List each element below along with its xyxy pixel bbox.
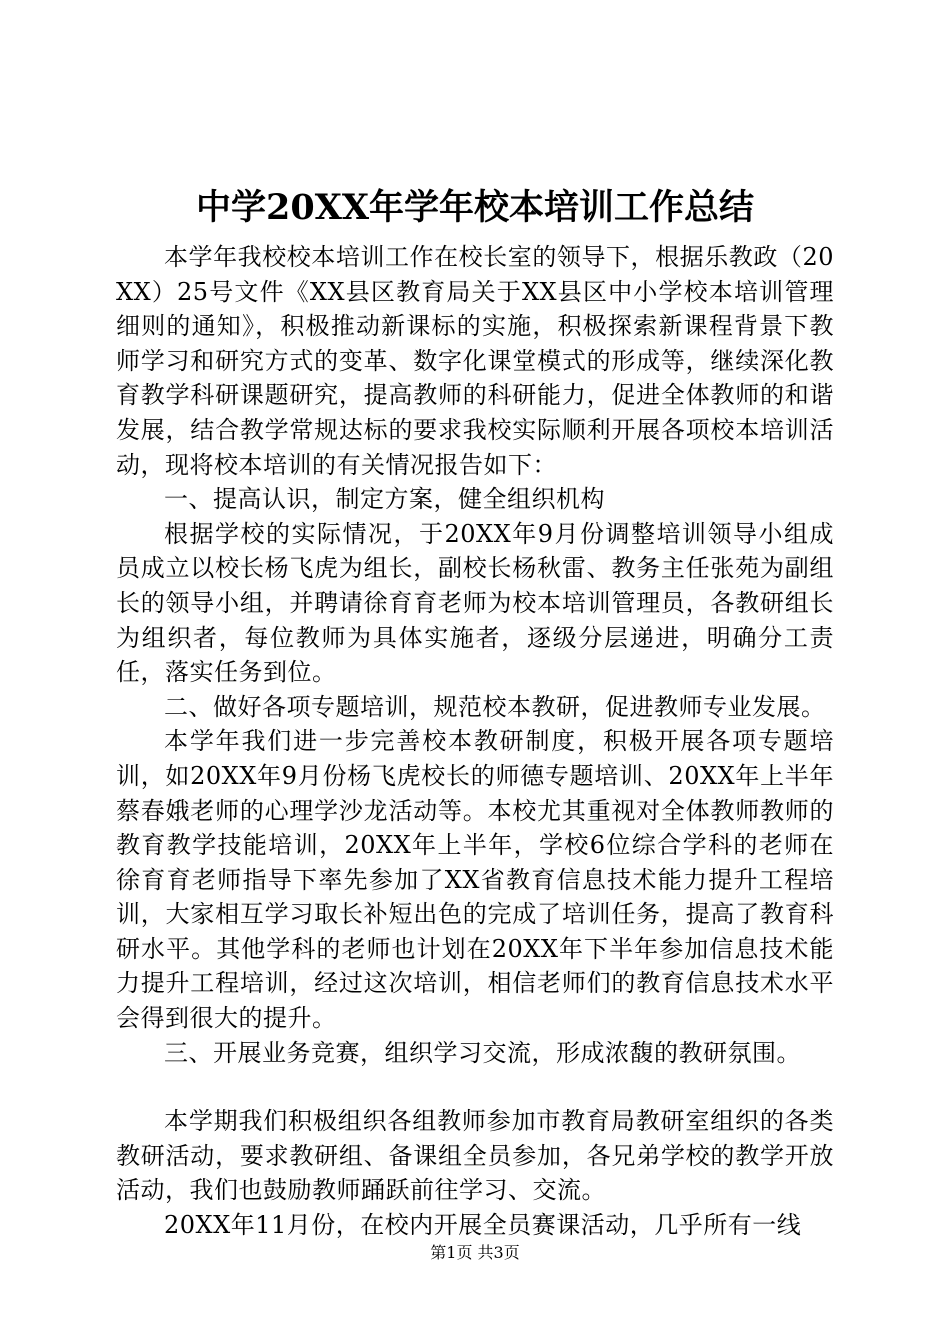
section-2-paragraph: 本学年我们进一步完善校本教研制度，积极开展各项专题培训，如20XX年9月份杨飞虎校长的师德专题培训、20XX年上半年蔡春娥老师的心理学沙龙活动等。本校尤其重视对全体教师教师的教育教学技能培训，20XX年上半年，学校6位综合学科的老师在徐育育老师指导下率先参加了XX省教育信息技术能力提升工程培训，大家相互学习取长补短出色的完成了培训任务，提高了教育科研水平。其他学科的老师也计划在20XX年下半年参加信息技术能力提升工程培训，经过这次培训，相信老师们的教育信息技术水平会得到很大的提升。 — [116, 727, 834, 1033]
intro-paragraph: 本学年我校校本培训工作在校长室的领导下，根据乐教政（20XX）25号文件《XX县区教育局关于XX县区中小学校本培训管理细则的通知》，积极推动新课标的实施，积极探索新课程背景下教师学习和研究方式的变革、数字化课堂模式的形成等，继续深化教育教学科研课题研究，提高教师的科研能力，促进全体教师的和谐发展，结合教学常规达标的要求我校实际顺利开展各项校本培训活动，现将校本培训的有关情况报告如下： — [116, 243, 834, 479]
section-heading-3: 三、开展业务竞赛，组织学习交流，形成浓馥的教研氛围。 — [164, 1038, 801, 1067]
document-title: 中学20XX年学年校本培训工作总结 — [195, 187, 755, 228]
page-footer: 第1页 共3页 — [430, 1243, 520, 1262]
section-1-paragraph: 根据学校的实际情况，于20XX年9月份调整培训领导小组成员成立以校长杨飞虎为组长，副校长杨秋雷、教务主任张苑为副组长的领导小组，并聘请徐育育老师为校本培训管理员，各教研组长为组织者，每位教师为具体实施者，逐级分层递进，明确分工责任，落实任务到位。 — [116, 519, 834, 687]
section-3-paragraph: 本学期我们积极组织各组教师参加市教育局教研室组织的各类教研活动，要求教研组、备课组全员参加，各兄弟学校的教学开放活动，我们也鼓励教师踊跃前往学习、交流。 — [116, 1107, 834, 1205]
section-heading-2: 二、做好各项专题培训，规范校本教研，促进教师专业发展。 — [164, 692, 826, 721]
paragraph-gap — [116, 1070, 834, 1104]
document-body — [116, 240, 834, 1243]
section-heading-1: 一、提高认识，制定方案，健全组织机构 — [164, 485, 605, 514]
section-3-paragraph-continued: 20XX年11月份，在校内开展全员赛课活动，几乎所有一线 — [164, 1211, 802, 1240]
